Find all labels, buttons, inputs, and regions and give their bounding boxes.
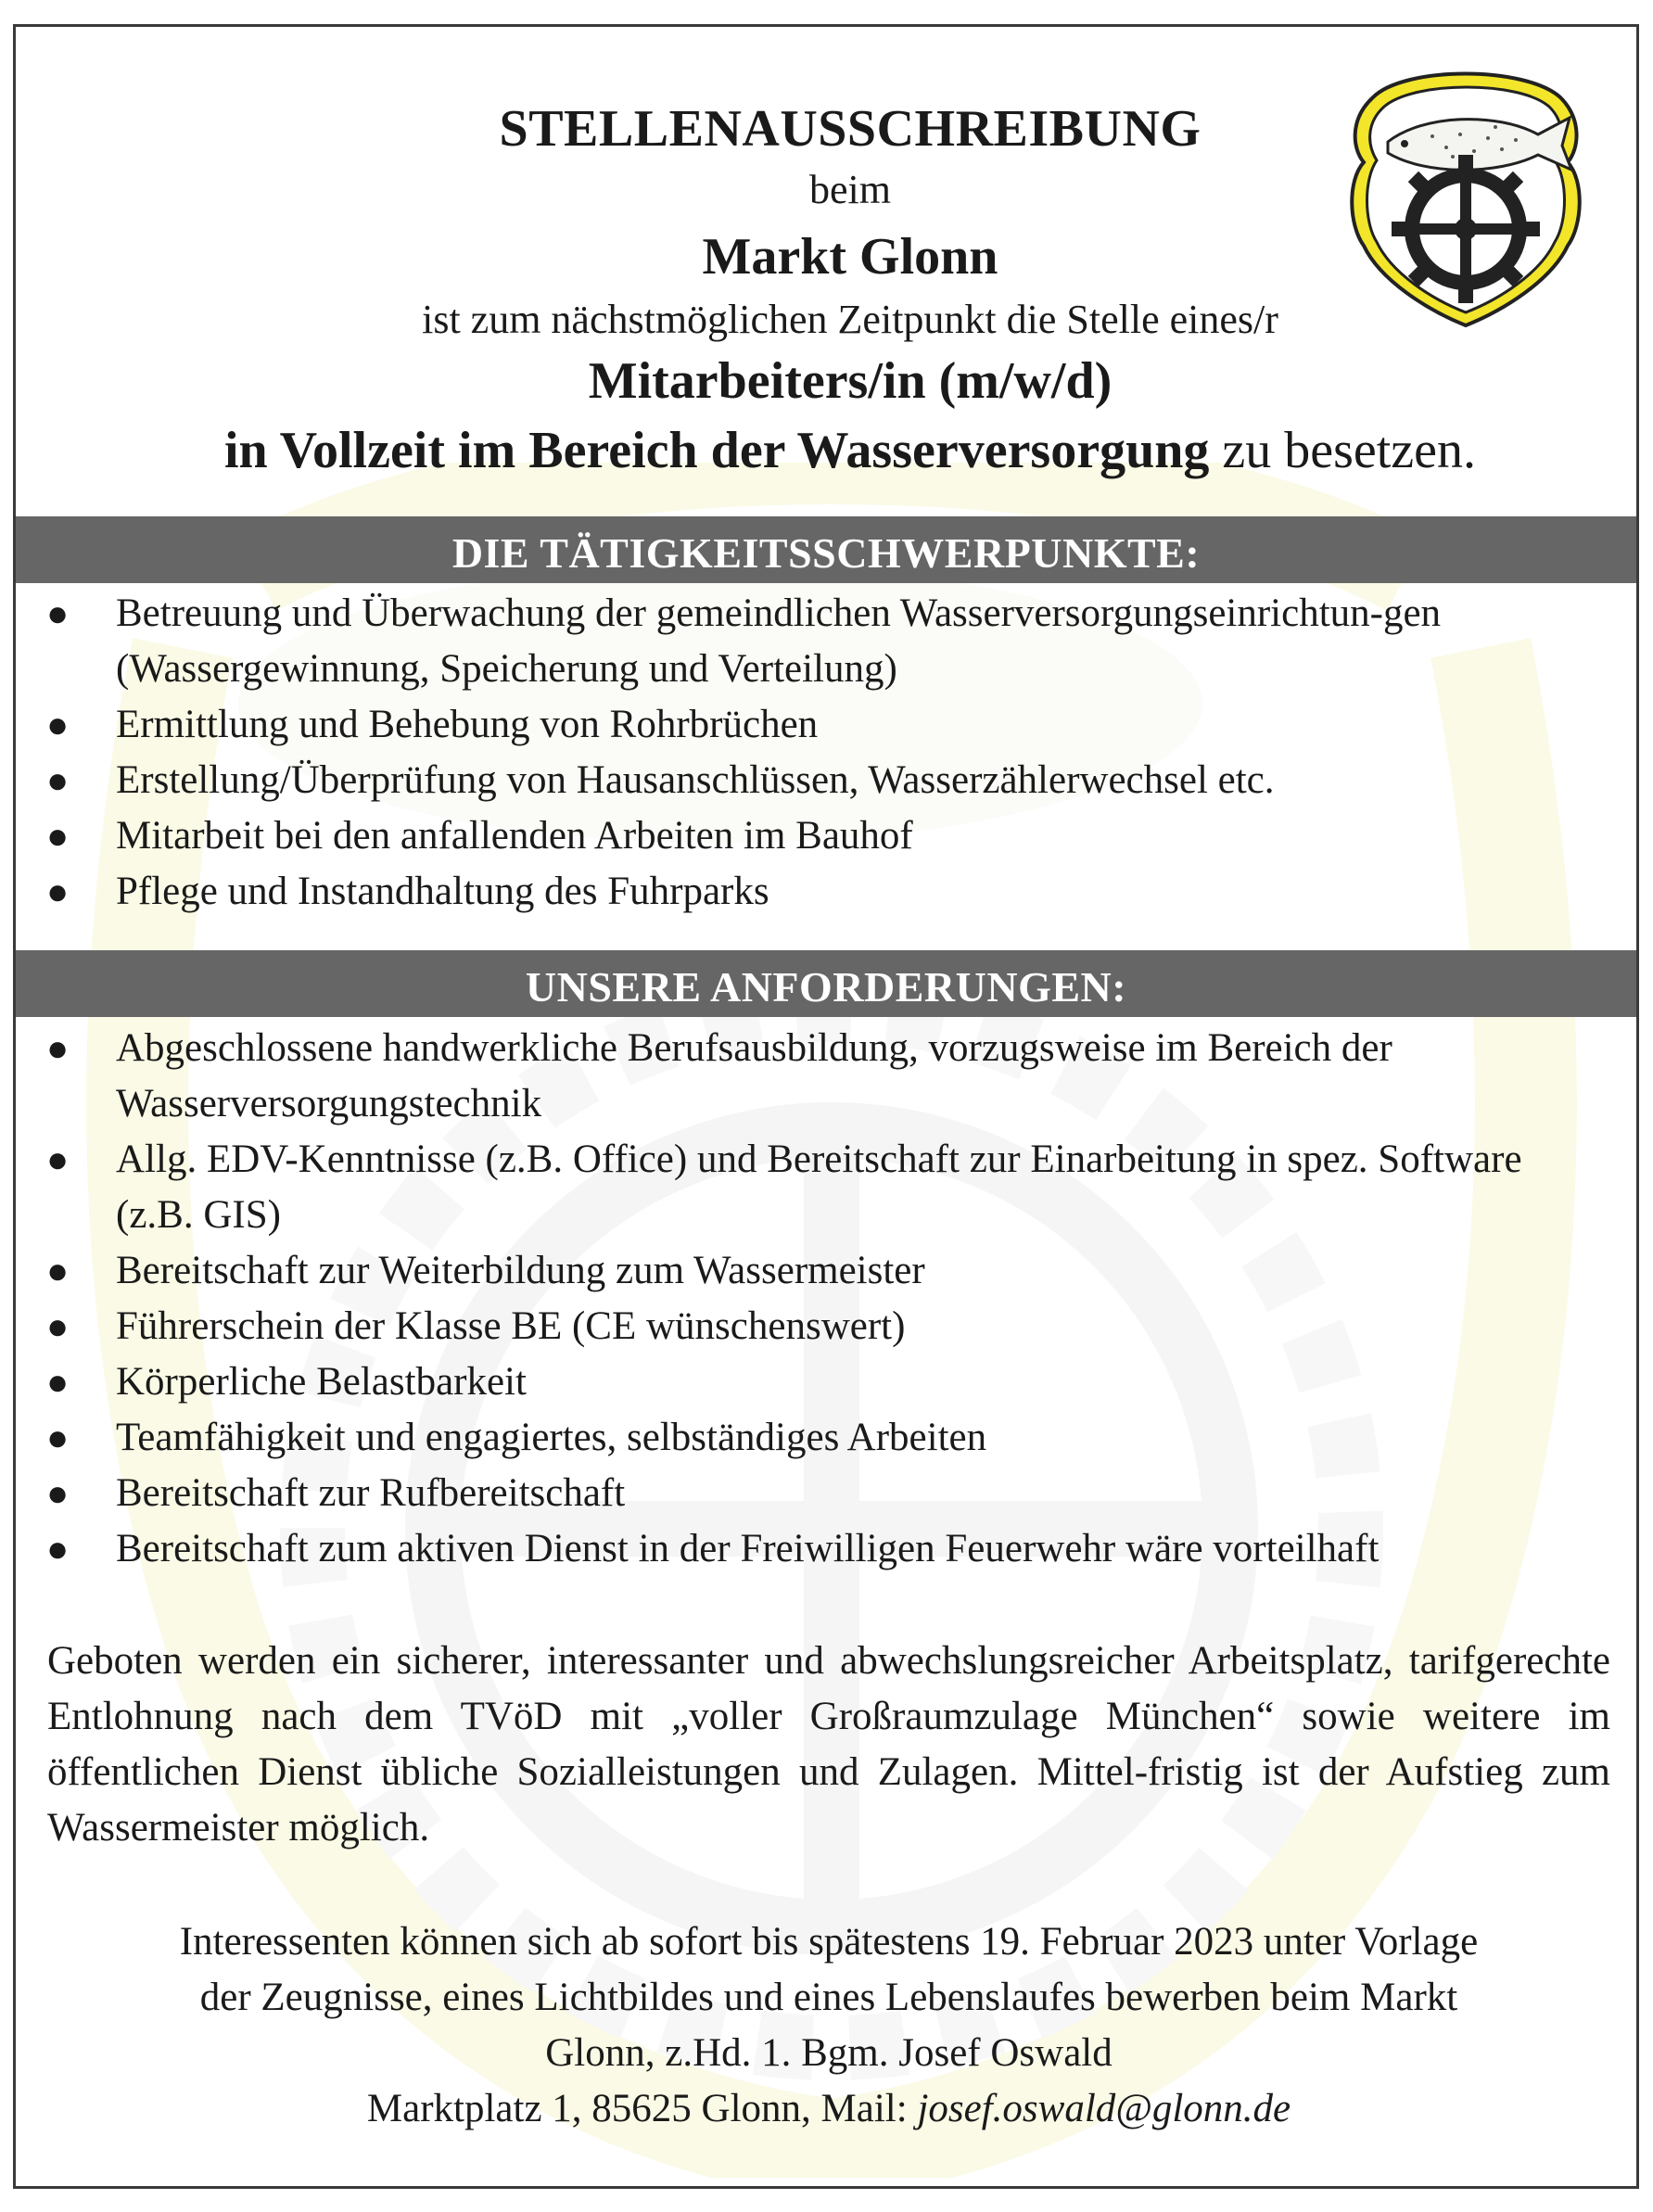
page-title: STELLENAUSSCHREIBUNG xyxy=(499,100,1202,158)
contact-address xyxy=(47,2081,1610,2137)
list-item: ● Körperliche Belastbarkeit xyxy=(16,1354,1636,1410)
bullet-icon: ● xyxy=(46,815,70,857)
bullet-icon: ● xyxy=(46,1417,70,1458)
requirements-heading: UNSERE ANFORDERUNGEN: xyxy=(16,950,1636,1017)
contact-line-2: der Zeugnisse, eines Lichtbildes und eines Lebenslaufes bewerben beim Markt xyxy=(199,1976,1458,2019)
tasks-list xyxy=(16,586,1636,920)
contact-line-3: Glonn, z.Hd. 1. Bgm. Josef Oswald xyxy=(545,2031,1113,2075)
position-scope-rest: zu besetzen. xyxy=(1209,422,1477,479)
list-item: ● Mitarbeit bei den anfallenden Arbeiten im Bauhof xyxy=(16,808,1636,864)
intro-text: ist zum nächstmöglichen Zeitpunkt die Stelle eines/r xyxy=(422,297,1278,342)
list-item: ● Teamfähigkeit und engagiertes, selbständiges Arbeiten xyxy=(16,1410,1636,1466)
bullet-icon: ● xyxy=(46,1361,70,1403)
list-item: ● Allg. EDV-Kenntnisse (z.B. Office) und Bereitschaft zur Einarbeitung in spez. Software (z.B. GIS) xyxy=(16,1132,1636,1243)
bullet-icon: ● xyxy=(46,1027,70,1069)
beim-text: beim xyxy=(809,167,891,212)
email-link[interactable]: josef.oswald@glonn.de xyxy=(917,2087,1291,2130)
bullet-icon: ● xyxy=(46,1138,70,1180)
list-item: ● Bereitschaft zur Rufbereitschaft xyxy=(16,1466,1636,1521)
bullet-icon: ● xyxy=(46,592,70,634)
requirements-list xyxy=(16,1021,1636,1577)
list-item: ● Ermittlung und Behebung von Rohrbrüchen xyxy=(16,697,1636,753)
position-title: Mitarbeiters/in (m/w/d) xyxy=(588,352,1113,410)
contact-block xyxy=(47,1914,1610,2137)
bullet-icon: ● xyxy=(46,1472,70,1514)
bullet-icon: ● xyxy=(46,1250,70,1291)
job-posting xyxy=(13,24,1639,2189)
bullet-icon: ● xyxy=(46,759,70,801)
bullet-icon: ● xyxy=(46,1528,70,1570)
address-text: Marktplatz 1, 85625 Glonn, Mail: xyxy=(366,2087,918,2130)
header xyxy=(16,27,1636,509)
employer-name: Markt Glonn xyxy=(702,228,998,286)
offer-paragraph xyxy=(47,1634,1610,1856)
list-item: ● Bereitschaft zur Weiterbildung zum Wassermeister xyxy=(16,1243,1636,1299)
position-scope xyxy=(16,421,1639,480)
list-item: ● Führerschein der Klasse BE (CE wünschenswert) xyxy=(16,1299,1636,1354)
list-item: ● Betreuung und Überwachung der gemeindlichen Wasserversorgungseinrichtun-gen (Wassergewinnung, Speicherung und Verteilung) xyxy=(16,586,1636,697)
coat-of-arms-icon xyxy=(1340,60,1592,335)
bullet-icon: ● xyxy=(46,704,70,745)
tasks-heading: DIE TÄTIGKEITSSCHWERPUNKTE: xyxy=(16,516,1636,583)
bullet-icon: ● xyxy=(46,871,70,912)
contact-line-1: Interessenten können sich ab sofort bis spätestens 19. Februar 2023 unter Vorlage xyxy=(179,1920,1479,1964)
list-item: ● Bereitschaft zum aktiven Dienst in der Freiwilligen Feuerwehr wäre vorteilhaft xyxy=(16,1521,1636,1577)
offer-text: Geboten werden ein sicherer, interessanter und abwechslungsreicher Arbeitsplatz, tarifgerechte Entlohnung nach dem TVöD mit „voller Großraumzulage München“ sowie weitere im öffentlichen Dienst übliche Sozialleistungen und Zulagen. Mittel-fristig ist der Aufstieg zum Wassermeister möglich. xyxy=(47,1639,1610,1850)
bullet-icon: ● xyxy=(46,1305,70,1347)
list-item: ● Erstellung/Überprüfung von Hausanschlüssen, Wasserzählerwechsel etc. xyxy=(16,753,1636,808)
list-item: ● Abgeschlossene handwerkliche Berufsausbildung, vorzugsweise im Bereich der Wasserversorgungstechnik xyxy=(16,1021,1636,1132)
list-item: ● Pflege und Instandhaltung des Fuhrparks xyxy=(16,864,1636,920)
position-scope-bold: in Vollzeit im Bereich der Wasserversorgung xyxy=(223,422,1210,479)
